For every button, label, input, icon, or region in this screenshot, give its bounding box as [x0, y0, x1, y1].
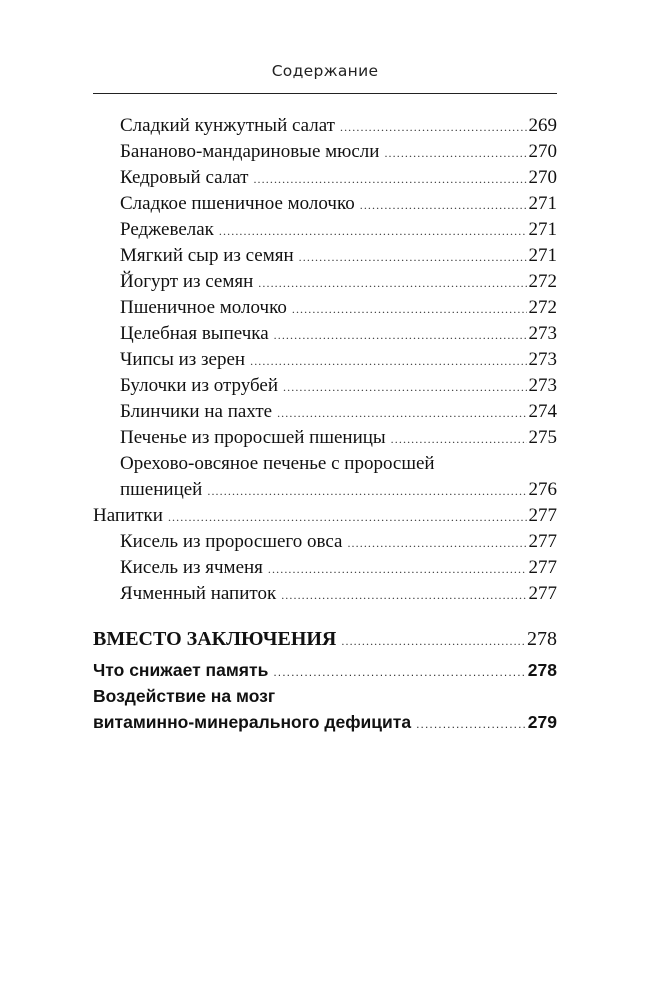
table-of-contents — [93, 113, 557, 735]
toc-entry-title: Кисель из ячменя — [120, 557, 263, 578]
toc-entry-page: 270 — [528, 167, 557, 188]
toc-entry[interactable] — [93, 555, 557, 581]
toc-entry[interactable] — [93, 477, 557, 503]
toc-chapter-title: ВМЕСТО ЗАКЛЮЧЕНИЯ — [93, 628, 337, 650]
dot-leader — [268, 556, 527, 582]
toc-entry-title: Ячменный напиток — [120, 583, 277, 604]
toc-subchapter-title: Что снижает память — [93, 660, 269, 680]
toc-entry-page: 277 — [528, 557, 557, 578]
dot-leader — [340, 114, 527, 140]
toc-entry-title: Бананово-мандариновые мюсли — [120, 141, 380, 162]
dot-leader — [258, 270, 526, 296]
running-head: Содержание — [271, 62, 379, 80]
toc-entry-title: Пшеничное молочко — [120, 297, 287, 318]
dot-leader — [168, 504, 527, 530]
toc-entry-page: 277 — [528, 531, 557, 552]
toc-entry[interactable] — [93, 113, 557, 139]
toc-entry-page: 277 — [528, 583, 557, 604]
toc-entry[interactable] — [93, 243, 557, 269]
toc-group-drinks — [93, 529, 557, 607]
toc-entry-page: 272 — [528, 271, 557, 292]
dot-leader — [341, 627, 525, 655]
spacer — [93, 607, 557, 625]
toc-entry[interactable] — [93, 217, 557, 243]
toc-entry[interactable] — [93, 269, 557, 295]
toc-entry-title: Печенье из проросшей пшеницы — [120, 427, 386, 448]
toc-subchapter[interactable] — [93, 657, 557, 683]
toc-entry-title: Сладкое пшеничное молочко — [120, 193, 355, 214]
dot-leader — [391, 426, 527, 452]
toc-entry-title: Кедровый салат — [120, 167, 249, 188]
toc-entry[interactable] — [93, 425, 557, 451]
toc-entry-page: 270 — [528, 141, 557, 162]
dot-leader — [384, 140, 526, 166]
toc-subchapter-title-line1[interactable]: Воздействие на мозг — [93, 686, 276, 706]
toc-entry-title: Целебная выпечка — [120, 323, 269, 344]
toc-entry-title: Сладкий кунжутный салат — [120, 115, 335, 136]
toc-entry-page: 276 — [528, 479, 557, 500]
toc-entry-title: Блинчики на пахте — [120, 401, 273, 422]
toc-entry[interactable] — [93, 581, 557, 607]
dot-leader — [416, 711, 526, 737]
toc-group-recipes — [93, 113, 557, 503]
dot-leader — [250, 348, 526, 374]
dot-leader — [274, 322, 527, 348]
toc-entry-title-line2: пшеницей — [120, 479, 203, 500]
toc-section-page: 277 — [528, 505, 557, 526]
toc-subchapter-page: 278 — [527, 660, 557, 680]
toc-entry-page: 274 — [528, 401, 557, 422]
toc-section-drinks[interactable] — [93, 503, 557, 529]
toc-entry-page: 273 — [528, 375, 557, 396]
toc-subchapter[interactable] — [93, 709, 557, 735]
toc-entry[interactable] — [93, 399, 557, 425]
toc-entry[interactable] — [93, 295, 557, 321]
toc-entry-title: Чипсы из зерен — [120, 349, 246, 370]
toc-entry[interactable] — [93, 529, 557, 555]
toc-entry[interactable] — [93, 373, 557, 399]
toc-entry[interactable] — [93, 347, 557, 373]
toc-entry-title: Булочки из отрубей — [120, 375, 279, 396]
toc-entry[interactable] — [93, 321, 557, 347]
toc-section-title: Напитки — [93, 505, 163, 526]
dot-leader — [299, 244, 527, 270]
toc-entry-page: 275 — [528, 427, 557, 448]
dot-leader — [207, 478, 526, 504]
dot-leader — [277, 400, 526, 426]
toc-chapter-page: 278 — [527, 628, 557, 650]
toc-entry-title: Реджевелак — [120, 219, 214, 240]
toc-entry-page: 269 — [528, 115, 557, 136]
toc-entry-title: Мягкий сыр из семян — [120, 245, 294, 266]
toc-entry-page: 271 — [528, 219, 557, 240]
dot-leader — [283, 374, 526, 400]
toc-entry[interactable] — [93, 165, 557, 191]
dot-leader — [219, 218, 527, 244]
toc-entry-page: 271 — [528, 245, 557, 266]
dot-leader — [281, 582, 526, 608]
toc-entry-page: 273 — [528, 323, 557, 344]
dot-leader — [347, 530, 526, 556]
toc-entry-title: Йогурт из семян — [120, 271, 254, 292]
toc-entry-page: 271 — [528, 193, 557, 214]
toc-entry-title: Кисель из проросшего овса — [120, 531, 343, 552]
toc-entry-page: 272 — [528, 297, 557, 318]
dot-leader — [360, 192, 527, 218]
toc-entry-title-line1[interactable]: Орехово-овсяное печенье с проросшей — [120, 453, 435, 474]
toc-entry[interactable] — [93, 191, 557, 217]
toc-subchapter-page: 279 — [527, 712, 557, 732]
dot-leader — [273, 659, 525, 685]
header-rule — [93, 93, 557, 94]
dot-leader — [292, 296, 527, 322]
toc-entry[interactable] — [93, 139, 557, 165]
dot-leader — [253, 166, 526, 192]
toc-chapter[interactable] — [93, 625, 557, 653]
toc-subchapter-title-line2: витаминно-минерального дефицита — [93, 712, 412, 732]
toc-entry-page: 273 — [528, 349, 557, 370]
